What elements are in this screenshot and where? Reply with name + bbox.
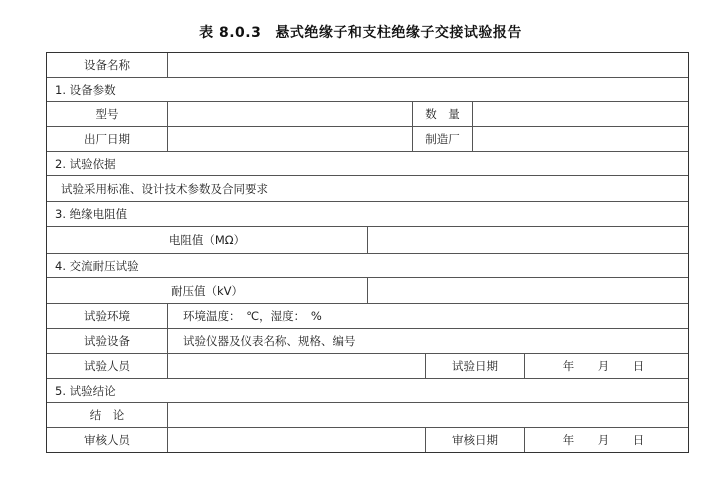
- row-reviewer: [47, 428, 688, 452]
- manufacture-date-field[interactable]: [167, 127, 412, 151]
- table-title-text: 悬式绝缘子和支柱绝缘子交接试验报告: [275, 25, 522, 41]
- equipment-label: 试验设备: [84, 334, 130, 348]
- section-1-title: 1. 设备参数: [55, 82, 116, 97]
- section-3-title: 3. 绝缘电阻值: [55, 207, 128, 221]
- tester-field[interactable]: [167, 354, 425, 378]
- equipment-text[interactable]: 试验仪器及仪表名称、规格、编号: [167, 329, 688, 353]
- section-5-header: [47, 379, 688, 403]
- basis-text: 试验采用标准、设计技术参数及合同要求: [61, 181, 268, 196]
- device-name-field[interactable]: [167, 53, 688, 77]
- section-2-header: [47, 152, 688, 176]
- row-equipment: [47, 329, 688, 354]
- report-form: [46, 52, 689, 453]
- tester-label: 试验人员: [84, 359, 130, 373]
- quantity-field[interactable]: [472, 102, 688, 126]
- section-4-title: 4. 交流耐压试验: [55, 258, 139, 273]
- row-resistance: [47, 227, 688, 254]
- environment-text[interactable]: 环境温度： ℃，湿度： %: [167, 304, 688, 328]
- test-date-field[interactable]: 年 月 日: [524, 354, 688, 378]
- conclusion-field[interactable]: [167, 403, 688, 427]
- table-number: 表 8.0.3: [199, 25, 262, 41]
- resistance-label: 电阻值（MΩ）: [168, 233, 246, 247]
- model-field[interactable]: [167, 102, 412, 126]
- row-conclusion: [47, 403, 688, 428]
- section-1-header: [47, 78, 688, 102]
- reviewer-label: 审核人员: [84, 433, 130, 447]
- review-date-label: 审核日期: [425, 428, 524, 452]
- withstand-field[interactable]: [367, 278, 688, 303]
- quantity-label: 数 量: [412, 102, 472, 126]
- section-4-header: [47, 254, 688, 278]
- withstand-label: 耐压值（kV）: [170, 283, 244, 298]
- row-device-name: [47, 53, 688, 78]
- conclusion-label: 结 论: [89, 408, 125, 422]
- resistance-field[interactable]: [367, 227, 688, 253]
- row-basis: [47, 176, 688, 202]
- manufacturer-field[interactable]: [472, 127, 688, 151]
- section-2-title: 2. 试验依据: [55, 156, 116, 171]
- row-withstand: [47, 278, 688, 304]
- model-label: 型号: [95, 107, 119, 121]
- environment-label: 试验环境: [84, 309, 130, 323]
- report-title: [0, 22, 721, 42]
- review-date-field[interactable]: 年 月 日: [524, 428, 688, 452]
- manufacturer-label: 制造厂: [412, 127, 472, 151]
- section-5-title: 5. 试验结论: [55, 383, 116, 398]
- reviewer-field[interactable]: [167, 428, 425, 452]
- manufacture-date-label: 出厂日期: [84, 132, 130, 146]
- row-manufacture: [47, 127, 688, 152]
- device-name-label: 设备名称: [84, 58, 130, 72]
- section-3-header: [47, 202, 688, 227]
- row-tester: [47, 354, 688, 379]
- row-model: [47, 102, 688, 127]
- row-environment: [47, 304, 688, 329]
- test-date-label: 试验日期: [425, 354, 524, 378]
